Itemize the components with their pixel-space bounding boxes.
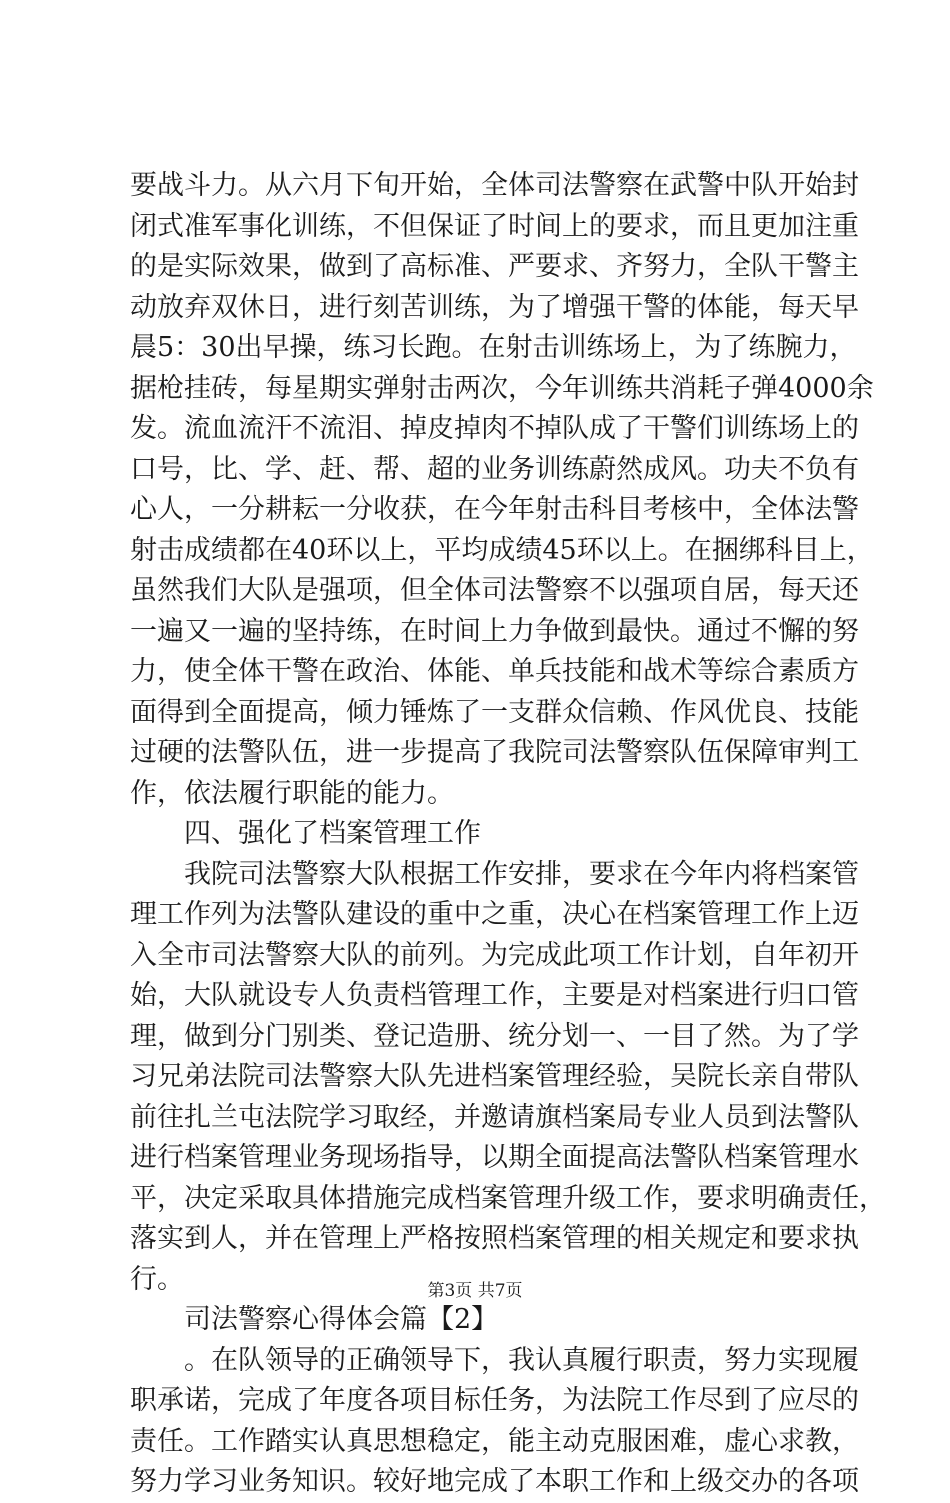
text-line: 始，大队就设专人负责档管理工作，主要是对档案进行归口管 bbox=[130, 980, 859, 1011]
text-line: 一遍又一遍的坚持练，在时间上力争做到最快。通过不懈的努 bbox=[130, 615, 859, 647]
text-line: 行。 bbox=[130, 1263, 184, 1295]
text-line: 司法警察心得体会篇【2】 bbox=[184, 1304, 499, 1335]
text-line: 过硬的法警队伍，进一步提高了我院司法警察队伍保障审判工 bbox=[130, 737, 859, 768]
text-line: 虽然我们大队是强项，但全体司法警察不以强项自居，每天还 bbox=[130, 575, 859, 606]
text-line: 努力学习业务知识。较好地完成了本职工作和上级交办的各项 bbox=[130, 1466, 859, 1497]
text-line: 的是实际效果，做到了高标准、严要求、齐努力，全队干警主 bbox=[130, 251, 859, 282]
text-line: 平，决定采取具体措施完成档案管理升级工作，要求明确责任， bbox=[130, 1182, 886, 1214]
page-footer: 第3页 共7页 bbox=[427, 1281, 523, 1301]
text-line: 要战斗力。从六月下旬开始，全体司法警察在武警中队开始封 bbox=[130, 170, 859, 201]
text-line: 作，依法履行职能的能力。 bbox=[130, 777, 454, 809]
text-line: 闭式准军事化训练，不但保证了时间上的要求，而且更加注重 bbox=[130, 210, 859, 242]
text-line: 口号，比、学、赶、帮、超的业务训练蔚然成风。功夫不负有 bbox=[130, 453, 859, 485]
text-line: 动放弃双休日，进行刻苦训练，为了增强干警的体能，每天早 bbox=[130, 291, 859, 323]
text-line: 面得到全面提高，倾力锤炼了一支群众信赖、作风优良、技能 bbox=[130, 696, 859, 728]
document-body bbox=[130, 166, 886, 1503]
text-line: 心人，一分耕耘一分收获，在今年射击科目考核中，全体法警 bbox=[130, 494, 859, 525]
text-line: 入全市司法警察大队的前列。为完成此项工作计划，自年初开 bbox=[130, 939, 859, 971]
text-line: 据枪挂砖，每星期实弹射击两次，今年训练共消耗子弹4000余 bbox=[130, 372, 874, 404]
text-line: 力，使全体干警在政治、体能、单兵技能和战术等综合素质方 bbox=[130, 656, 859, 687]
text-line: 射击成绩都在40环以上，平均成绩45环以上。在捆绑科目上， bbox=[130, 534, 874, 566]
text-line: 进行档案管理业务现场指导，以期全面提高法警队档案管理水 bbox=[130, 1142, 859, 1173]
text-line: 习兄弟法院司法警察大队先进档案管理经验，吴院长亲自带队 bbox=[130, 1061, 859, 1092]
text-line: 我院司法警察大队根据工作安排，要求在今年内将档案管 bbox=[184, 858, 859, 890]
text-line: 责任。工作踏实认真思想稳定，能主动克服困难，虚心求教， bbox=[130, 1425, 859, 1457]
text-line: 落实到人，并在管理上严格按照档案管理的相关规定和要求执 bbox=[130, 1223, 859, 1254]
text-line: 前往扎兰屯法院学习取经，并邀请旗档案局专业人员到法警队 bbox=[130, 1101, 859, 1133]
text-line: 四、强化了档案管理工作 bbox=[184, 818, 481, 849]
text-line: 理工作列为法警队建设的重中之重，决心在档案管理工作上迈 bbox=[130, 899, 859, 930]
text-line: 。在队领导的正确领导下，我认真履行职责，努力实现履 bbox=[184, 1344, 859, 1376]
text-line: 发。流血流汗不流泪、掉皮掉肉不掉队成了干警们训练场上的 bbox=[130, 413, 859, 444]
text-line: 理，做到分门别类、登记造册、统分划一、一目了然。为了学 bbox=[130, 1020, 859, 1052]
text-line: 晨5：30出早操，练习长跑。在射击训练场上，为了练腕力， bbox=[130, 332, 857, 363]
text-line: 职承诺，完成了年度各项目标任务，为法院工作尽到了应尽的 bbox=[130, 1385, 859, 1416]
